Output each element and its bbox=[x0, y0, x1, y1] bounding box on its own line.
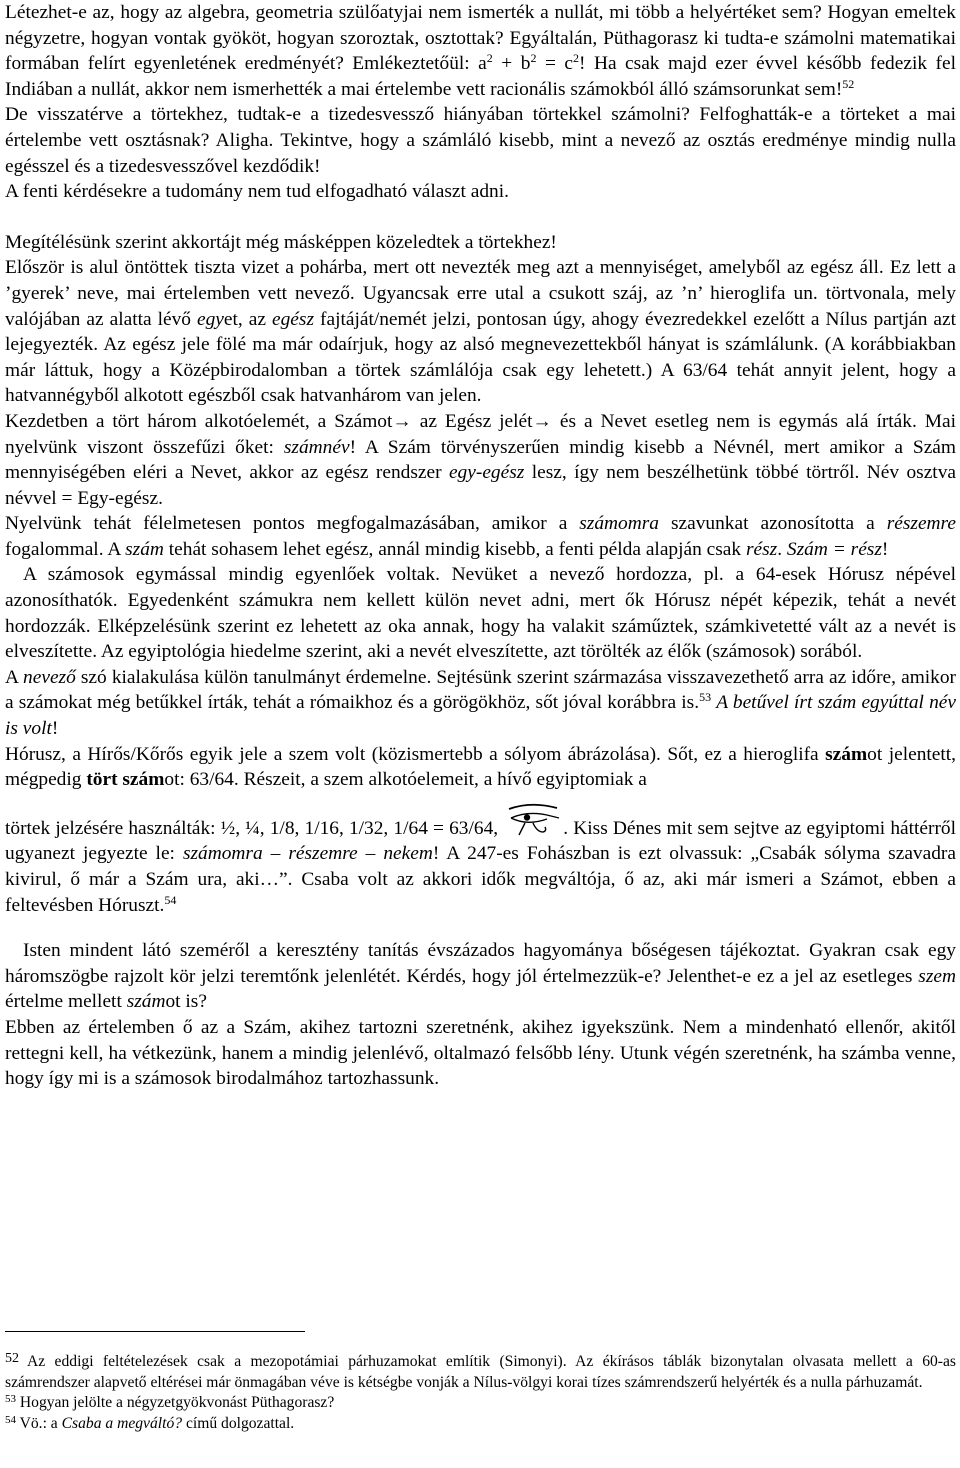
text: Kezdetben a tört három alkotóelemét, a Számot bbox=[5, 410, 393, 432]
paragraph-1 bbox=[5, 0, 956, 102]
arrow-right-icon: → bbox=[392, 410, 412, 432]
italic-text: nekem bbox=[383, 843, 433, 865]
footnote-number: 52 bbox=[5, 1351, 19, 1366]
paragraph-9 bbox=[5, 665, 956, 742]
footnote-54 bbox=[5, 1414, 956, 1435]
text: az Egész jelét bbox=[411, 410, 533, 432]
text: Isten mindent látó szeméről a keresztény tanítás évszázados hagyománya bőségesen tájékoztat. Gyakran csak egy háromszögbe rajzolt kör jelzi teremtőnk jelenlétét. Kérdés, hogy jól értelmezzük-e? Jelenthet-e ez a jel az esetleges bbox=[5, 940, 956, 987]
paragraph-10a bbox=[5, 742, 956, 793]
paragraph-4: Megítélésünk szerint akkortájt még másképpen közeledtek a törtekhez! bbox=[5, 231, 557, 253]
paragraph-5 bbox=[5, 255, 956, 409]
text: = c bbox=[536, 53, 573, 75]
text: . bbox=[777, 538, 787, 560]
footnote-text: Vö.: a bbox=[16, 1414, 62, 1432]
arrow-right-icon: → bbox=[532, 410, 552, 432]
italic-text: számomra bbox=[579, 513, 659, 535]
bold-text: tört szám bbox=[86, 769, 165, 791]
eye-of-horus-icon bbox=[503, 802, 563, 838]
paragraph-11 bbox=[5, 938, 956, 1015]
text: ! A 247-es Fohászban is ezt olvassuk: „Csabák sólyma szavadra kivirul, ő már a Szám ura, aki…”. Csaba volt az akkori idők megváltója, ő az, aki már ismeri a Számot, ebben a feltevésben Hóruszt. bbox=[5, 843, 956, 916]
footnote-italic-title: Csaba a megváltó? bbox=[61, 1414, 183, 1432]
text: szavunkat azonosította a bbox=[659, 513, 887, 535]
italic-text: szám bbox=[125, 538, 164, 560]
text: és a Nevet esetleg nem is egymás alá írták. Mai nyelvünk viszont összefűzi őket: bbox=[5, 410, 956, 458]
footnote-number: 54 bbox=[5, 1413, 16, 1426]
text: ! A Szám törvényszerűen mindig kisebb a Névnél, mert amikor a Szám mennyiségében eléri a Nevet, akkor az egész rendszer bbox=[5, 436, 956, 484]
text: Nyelvünk tehát félelmetesen pontos megfogalmazásában, amikor a bbox=[5, 513, 580, 535]
text: ot is? bbox=[165, 991, 207, 1013]
footnote-number: 53 bbox=[5, 1393, 16, 1405]
footnote-text: Az eddigi feltételezések csak a mezopotámiai párhuzamokat említik (Simonyi). Az ékírásos táblák bizonytalan olvasata mellett a 60-as számrendszer alapvető eltérései már önmagában véve is kétségbe vonják a Nílus-völgyi korai tízes számrendszerű helyérték és a nulla párhuzamát. bbox=[5, 1353, 956, 1391]
paragraph-7 bbox=[5, 511, 956, 562]
text: ot jelentett, mégpedig bbox=[5, 743, 957, 791]
footnote-ref-53[interactable]: 53 bbox=[699, 690, 712, 705]
footnote-divider bbox=[5, 1331, 305, 1332]
text: tehát sohasem lehet egész, annál mindig kisebb, a fenti példa alapján csak bbox=[163, 538, 746, 560]
text: + b bbox=[492, 53, 531, 75]
text: Először is alul öntöttek tiszta vizet a pohárba, mert ott nevezték meg azt a mennyiséget, amelyből az egész áll. Ez lett a ’gyerek’ neve, mai értelemben vett nevező. Ugyancsak erre utal a csukott száj, az ’n’ hieroglifa un. törtvonala, mely valójában az alatta lévő bbox=[5, 257, 956, 330]
main-text bbox=[5, 0, 956, 1092]
text: Létezhet-e az, hogy az algebra, geometria szülőatyjai nem ismerték a nullát, mi több a helyértéket sem? Hogyan emeltek négyzetre, hogyan vontak gyököt, hogyan szoroztak, osztottak? Egyáltalán, Püthagorasz ki tudta-e számolni matematikai formában felírt egyenletének eredményét? Emlékeztetőül: a bbox=[5, 2, 956, 75]
paragraph-3: A fenti kérdésekre a tudomány nem tud elfogadható választ adni. bbox=[5, 181, 509, 203]
text: et, az bbox=[223, 308, 272, 330]
text: lesz, így nem beszélhetünk többé törtről. Név osztva névvel = Egy-egész. bbox=[5, 462, 956, 509]
spacer bbox=[5, 918, 956, 938]
text: . Kiss Dénes mit sem sejtve az egyiptomi háttérről ugyanezt jegyezte le: bbox=[5, 817, 957, 865]
text: ! bbox=[51, 718, 59, 740]
paragraph-8: A számosok egymással mindig egyenlőek voltak. Nevüket a nevező hordozza, pl. a 64-esek Hórusz népével azonosíthatók. Egyedenként számukra nem kellett külön nevet adni, mert ők Hórusz népét képezik, tehát a nevét hordozzák. Elképzelésünk szerint ez lehetett az oka annak, hogy ha valakit száműztek, számkivetetté vált az a nevét is elveszítette. Az egyiptológia hiedelme szerint, aki a nevét elveszítette, azt törölték az élők (számosok) sorából. bbox=[5, 564, 956, 663]
text: fajtáját/nemét jelzi, pontosan úgy, ahogy évezredekkel ezelőtt a Nílus partján azt lejegyezték. Az egész jele fölé ma már odaírjuk, hogy az alsó megnevezettekből hányat is számlálunk. (A korábbiakban már láttuk, hogy a Középbirodalomban a törtek számlálója csak egy lehetett.) A 63/64 tehát annyit jelent, hogy a hatvannégyből alkotott egészből csak hatvanhárom van jelen. bbox=[5, 308, 956, 407]
footnote-text: című dolgozattal. bbox=[182, 1414, 295, 1432]
superscript: 2 bbox=[530, 51, 537, 66]
text: – bbox=[262, 843, 289, 865]
text: ! Ha csak majd ezer évvel később fedezik fel Indiában a nullát, akkor nem ismerhették a mai értelembe vett racionális számokból álló számsorunkat sem! bbox=[5, 53, 956, 100]
footnote-53 bbox=[5, 1393, 956, 1414]
italic-text: Szám = rész bbox=[786, 538, 882, 560]
paragraph-12: Ebben az értelemben ő az a Szám, akihez tartozni szeretnénk, akihez igyekszünk. Nem a mindenható ellenőr, akitől rettegni kell, ha vétkezünk, hanem a mindig jelenlévő, oltalmazó felsőbb lény. Utunk végén szeretnénk, ha számba venne, hogy így mi is a számosok birodalmához tartozhassunk. bbox=[5, 1016, 956, 1090]
italic-quote: A betűvel írt szám egyúttal név is volt bbox=[5, 692, 956, 740]
superscript: 2 bbox=[486, 51, 493, 66]
text: fogalommal. A bbox=[5, 538, 126, 560]
footnote-52 bbox=[5, 1352, 956, 1393]
italic-text: rész bbox=[745, 538, 778, 560]
text: – bbox=[357, 843, 384, 865]
italic-text: egy-egész bbox=[448, 462, 525, 484]
italic-text: számomra bbox=[182, 843, 263, 865]
footnote-ref-52[interactable]: 52 bbox=[842, 76, 855, 91]
footnote-text: Hogyan jelölte a négyzetgyökvonást Püthagorasz? bbox=[16, 1394, 335, 1411]
text: ! bbox=[881, 538, 889, 560]
text: értelme mellett bbox=[5, 991, 127, 1013]
italic-text: szám bbox=[126, 991, 166, 1013]
text: szó kialakulása külön tanulmányt érdemelne. Sejtésünk szerint származása visszavezethető arra az időre, amikor a számokat még betűkkel írták, tehát a rómaikhoz és a görögökhöz, sőt jóval korábbra is. bbox=[5, 666, 957, 714]
italic-text: egész bbox=[272, 308, 315, 330]
footnote-ref-54[interactable]: 54 bbox=[164, 892, 177, 907]
paragraph-2: De visszatérve a törtekhez, tudtak-e a tizedesvessző hiányában törtekkel számolni? Felfoghatták-e a törteket a mai értelembe vett osztásnak? Aligha. Tekintve, hogy a számláló kisebb, mint a nevező az osztás eredménye mindig nulla egésszel és a tizedesvesszővel kezdődik! bbox=[5, 104, 956, 177]
italic-text: szem bbox=[918, 965, 956, 987]
italic-text: nevező bbox=[23, 666, 76, 688]
spacer bbox=[5, 205, 956, 230]
italic-text: számnév bbox=[283, 436, 350, 458]
paragraph-10b bbox=[5, 802, 956, 918]
footnotes bbox=[5, 1352, 956, 1434]
italic-text: egy bbox=[197, 308, 224, 330]
text: ot: 63/64. Részeit, a szem alkotóelemeit, a hívő egyiptomiak a bbox=[164, 769, 647, 791]
paragraph-6 bbox=[5, 409, 956, 511]
text: A bbox=[5, 666, 24, 688]
bold-text: szám bbox=[825, 743, 868, 765]
superscript: 2 bbox=[572, 51, 579, 66]
italic-text: részemre bbox=[886, 513, 956, 535]
italic-text: részemre bbox=[288, 843, 358, 865]
text: Hórusz, a Hírős/Kőrős egyik jele a szem volt (közismertebb a sólyom ábrázolása). Sőt, ez a hieroglifa bbox=[5, 743, 826, 765]
text: törtek jelzésére használták: ½, ¼, 1/8, 1/16, 1/32, 1/64 = 63/64, bbox=[5, 817, 504, 839]
